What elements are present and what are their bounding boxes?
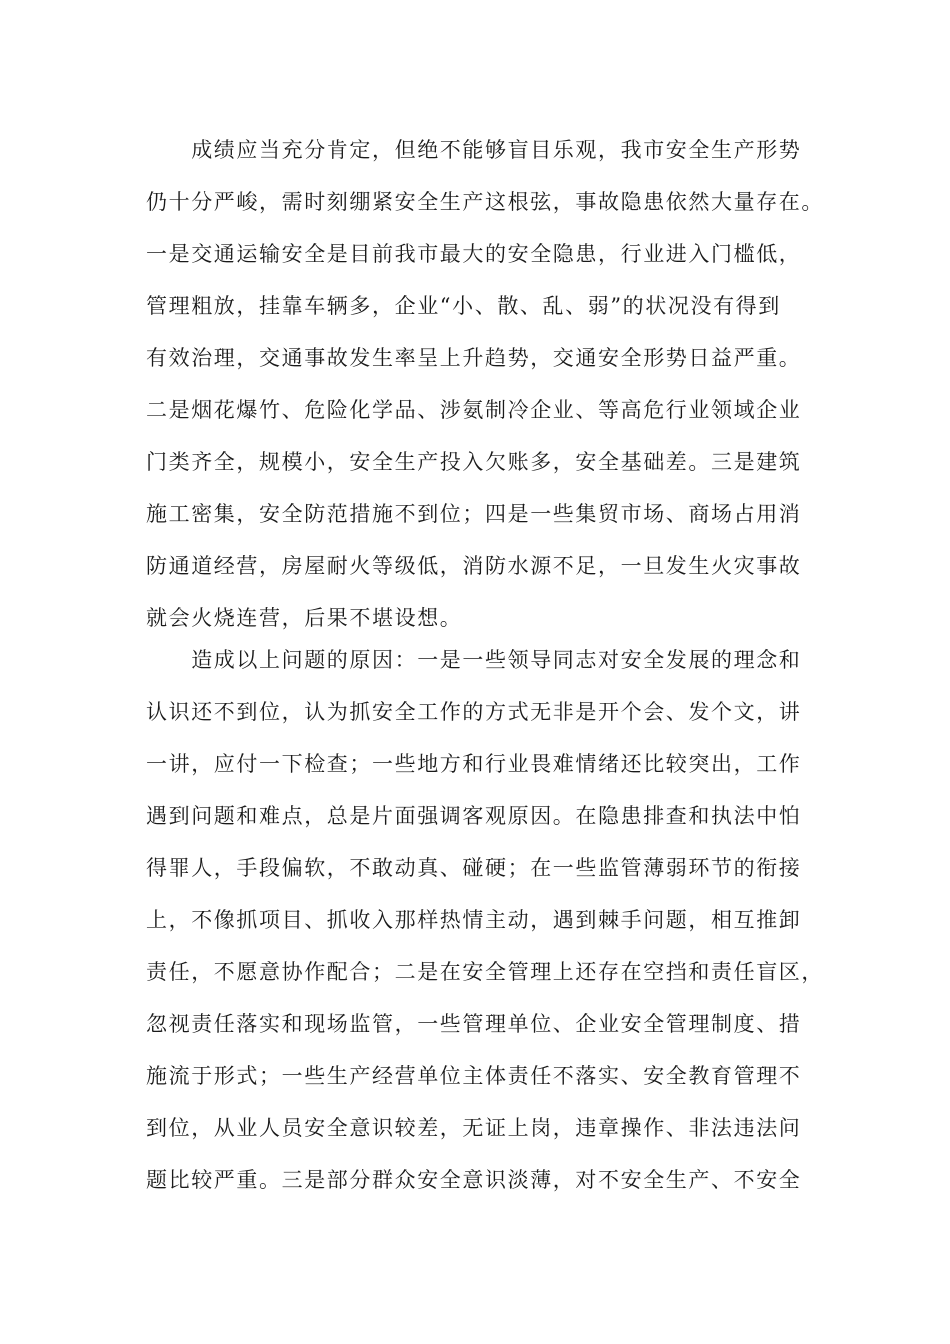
text-line: 仍十分严峻，需时刻绷紧安全生产这根弦，事故隐患依然大量存在。 [146, 190, 824, 214]
text-line: 二是烟花爆竹、危险化学品、涉氨制冷企业、等高危行业领域企业 [146, 398, 802, 422]
text-line: 得罪人，手段偏软，不敢动真、碰硬；在一些监管薄弱环节的衔接 [146, 856, 802, 880]
paragraph [146, 124, 824, 644]
text-line: 到位，从业人员安全意识较差，无证上岗，违章操作、非法违法问 [146, 1116, 802, 1140]
text-line: 施流于形式；一些生产经营单位主体责任不落实、安全教育管理不 [146, 1064, 802, 1088]
text-line: 门类齐全，规模小，安全生产投入欠账多，安全基础差。三是建筑 [146, 450, 802, 474]
text-line: 就会火烧连营，后果不堪设想。 [146, 606, 463, 630]
text-line: 责任，不愿意协作配合；二是在安全管理上还存在空挡和责任盲区， [146, 960, 824, 984]
text-line: 一讲，应付一下检查；一些地方和行业畏难情绪还比较突出，工作 [146, 752, 802, 776]
text-line: 成绩应当充分肯定，但绝不能够盲目乐观，我市安全生产形势 [146, 138, 802, 162]
paragraph [146, 634, 824, 1206]
text-line: 有效治理，交通事故发生率呈上升趋势，交通安全形势日益严重。 [146, 346, 802, 370]
text-line: 造成以上问题的原因：一是一些领导同志对安全发展的理念和 [146, 648, 802, 672]
text-line: 遇到问题和难点，总是片面强调客观原因。在隐患排查和执法中怕 [146, 804, 802, 828]
text-line: 一是交通运输安全是目前我市最大的安全隐患，行业进入门槛低， [146, 242, 802, 266]
text-line: 上，不像抓项目、抓收入那样热情主动，遇到棘手问题，相互推卸 [146, 908, 802, 932]
text-line: 忽视责任落实和现场监管，一些管理单位、企业安全管理制度、措 [146, 1012, 802, 1036]
text-line: 管理粗放，挂靠车辆多，企业“小、散、乱、弱”的状况没有得到 [146, 294, 781, 318]
text-line: 防通道经营，房屋耐火等级低，消防水源不足，一旦发生火灾事故 [146, 554, 802, 578]
text-line: 题比较严重。三是部分群众安全意识淡薄，对不安全生产、不安全 [146, 1168, 802, 1192]
text-line: 认识还不到位，认为抓安全工作的方式无非是开个会、发个文，讲 [146, 700, 802, 724]
text-line: 施工密集，安全防范措施不到位；四是一些集贸市场、商场占用消 [146, 502, 802, 526]
